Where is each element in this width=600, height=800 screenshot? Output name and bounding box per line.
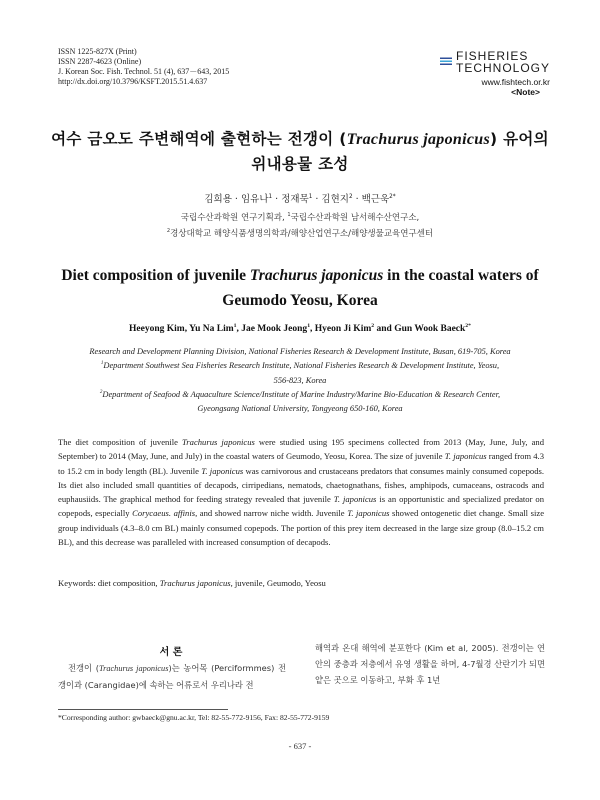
section-heading-introduction: 서 론 [159, 647, 183, 658]
english-affiliations: Research and Development Planning Division, National Fisheries Research & Development Institute, Busan, 619-705, Korea $^1$Department Southwest Sea Fisheries Research Institute, National Fisheries Research & Development Institute, Yeosu, 556-823, Korea $^2$Department of Seafood & Aquaculture Science/Institute of Marine Industry/Marine Bio-Education & Research Center, Gyeongsang National University, Tongyeong 650-160, Korea [89, 347, 511, 414]
journal-meta [58, 47, 229, 87]
body-column-left: 전갱이 (Trachurus japonicus)는 농어목 (Perciformmes) 전갱이과 (Carangidae)에 속하는 어류로서 우리나라 전 [58, 663, 286, 690]
logo-text-fisheries: FISHERIES [455, 49, 529, 63]
journal-citation: J. Korean Soc. Fish. Technol. 51 (4), 637－643, 2015 [58, 67, 230, 76]
footnote-divider [58, 709, 228, 710]
korean-affiliations: 국립수산과학원 연구기획과, $^1$국립수산과학원 남서해수산연구소, $^2$경상대학교 해양식품생명의학과/해양산업연구소/해양생물교육연구센터 [166, 212, 434, 239]
logo-text-technology: TECHNOLOGY [455, 61, 550, 75]
korean-title: 여수 금오도 주변해역에 출현하는 전갱이 (Trachurus japonicus) 유어의 위내용물 조성 [51, 130, 549, 173]
title-species: Trachurus japonicus [249, 267, 384, 284]
article-type-badge: <Note> [511, 87, 540, 97]
page-number: - 637 - [288, 741, 312, 751]
doi-link[interactable]: http://dx.doi.org/10.3796/KSFT.2015.51.4.637 [58, 77, 208, 86]
issn-online: ISSN 2287-4623 (Online) [58, 57, 142, 66]
wave-logo-icon [440, 51, 452, 73]
issn-print: ISSN 1225-827X (Print) [58, 47, 137, 56]
abstract: The diet composition of juvenile Trachurus japonicus were studied using 195 specimens collected from 2013 (May, June, July, and September) to 2014 (May, June, and July) in the coastal waters of Geumodo, Yeosu, Korea. The size of juvenile T. japonicus ranged from 4.3 to 15.2 cm in body length (BL). Juvenile T. japonicus was carnivorous and crustaceans predators that consumes mainly consumed copepods. Its diet also included small quantities of decapods, cirripedians, nematods, chaetognathans, fishes, amphipods, cumaceans, ostracods and euphausiids. The graphical method for feeding strategy revealed that juvenile T. japonicus is an opportunistic and specialized predator on copepods, especially Corycaeus. affinis, and showed narrow niche width. Juvenile T. japonicus showed ontogenetic diet change. Small size group individuals (4.3–8.0 cm BL) mainly consumed copepods. The portion of this prey item decreased in the large size group (8.0–15.2 cm BL), and this decrease was paralleled with increased consumption of decapods. [58, 437, 545, 548]
keywords: Keywords: diet composition, Trachurus japonicus, juvenile, Geumodo, Yeosu [58, 578, 326, 588]
title-species: Trachurus japonicus [346, 131, 490, 148]
journal-logo [440, 50, 550, 97]
journal-website[interactable]: www.fishtech.or.kr [481, 77, 550, 87]
english-title: Diet composition of juvenile Trachurus japonicus in the coastal waters of Geumodo Yeosu, Korea [61, 267, 539, 309]
korean-authors: 김희용 · 임유나$^1$ · 정재묵$^1$ · 김현지$^2$ · 백근욱$^{2*}$ [204, 193, 396, 205]
body-column-right: 해역과 온대 해역에 분포한다 (Kim et al, 2005). 전갱이는 연안의 중층과 저층에서 유영 생활을 하며, 4-7월경 산란기가 되면 얕은 곳으로 이동하고, 부화 후 1년 [315, 643, 545, 685]
english-authors: Heeyong Kim, Yu Na Lim$^1$, Jae Mook Jeong$^1$, Hyeon Ji Kim$^2$ and Gun Wook Baeck$^{2*}$ [129, 322, 471, 334]
corresponding-author-footnote: *Corresponding author: gwbaeck@gnu.ac.kr, Tel: 82-55-772-9156, Fax: 82-55-772-9159 [58, 713, 330, 722]
